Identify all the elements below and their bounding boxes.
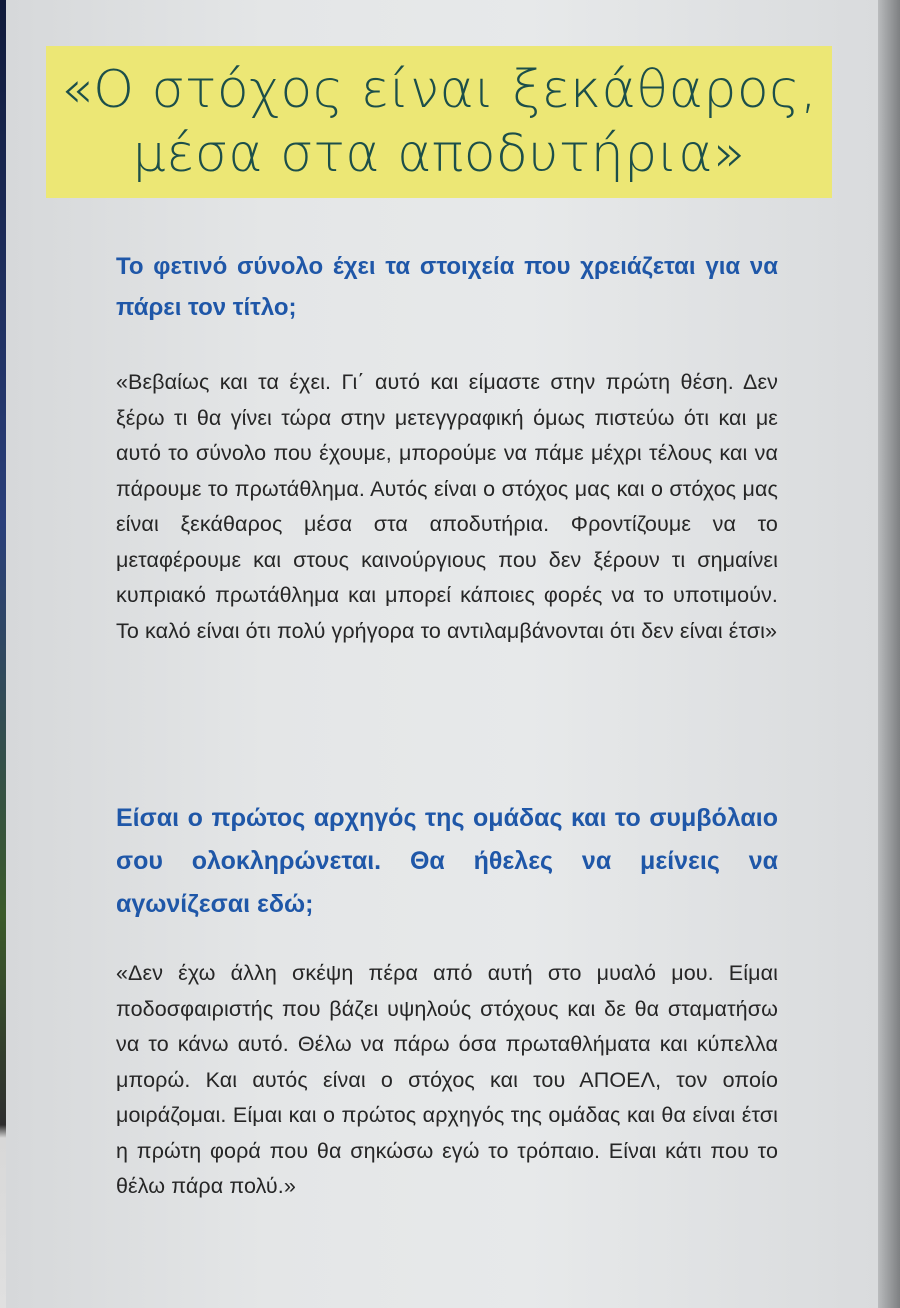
interview-question-2: Είσαι ο πρώτος αρχηγός της ομάδας και το συμβόλαιο σου ολοκληρώνεται. Θα ήθελες να μείνεις να αγωνίζεσαι εδώ; — [116, 804, 778, 918]
headline-line-1: «Ο στόχος είναι ξεκάθαρος, — [60, 60, 818, 120]
magazine-page — [6, 0, 878, 1308]
headline-banner — [46, 46, 832, 198]
page-binding-edge — [878, 0, 900, 1308]
interview-answer-2: «Δεν έχω άλλη σκέψη πέρα από αυτή στο μυαλό μου. Είμαι ποδοσφαιριστής που βάζει υψηλούς στόχους και δε θα σταματήσω να το κάνω αυτό. Θέλω να πάρω όσα πρωταθλήματα και κύπελλα μπορώ. Και αυτός είναι ο στόχος και του ΑΠΟΕΛ, τον οποίο μοιράζομαι. Είμαι και ο πρώτος αρχηγός της ομάδας και θα είναι έτσι η πρώτη φορά που θα σηκώσω εγώ το τρόπαιο. Είναι κάτι που το θέλω πάρα πολύ.» — [116, 961, 778, 1198]
interview-answer-1: «Βεβαίως και τα έχει. Γι΄ αυτό και είμαστε στην πρώτη θέση. Δεν ξέρω τι θα γίνει τώρα στην μετεγγραφική όμως πιστεύω ότι και με αυτό το σύνολο που έχουμε, μπορούμε να πάμε μέχρι τέλους και να πάρουμε το πρωτάθλημα. Αυτός είναι ο στόχος μας και ο στόχος μας είναι ξεκάθαρος μέσα στα αποδυτήρια. Φροντίζουμε να το μεταφέρουμε και στους καινούργιους που δεν ξέρουν τι σημαίνει κυπριακό πρωτάθλημα και μπορεί κάποιες φορές να το υποτιμούν. Το καλό είναι ότι πολύ γρήγορα το αντιλαμβάνονται ότι δεν είναι έτσι» — [116, 370, 778, 643]
headline-line-2: μέσα στα αποδυτήρια» — [132, 124, 746, 184]
interview-question-1: Το φετινό σύνολο έχει τα στοιχεία που χρειάζεται για να πάρει τον τίτλο; — [116, 253, 778, 321]
